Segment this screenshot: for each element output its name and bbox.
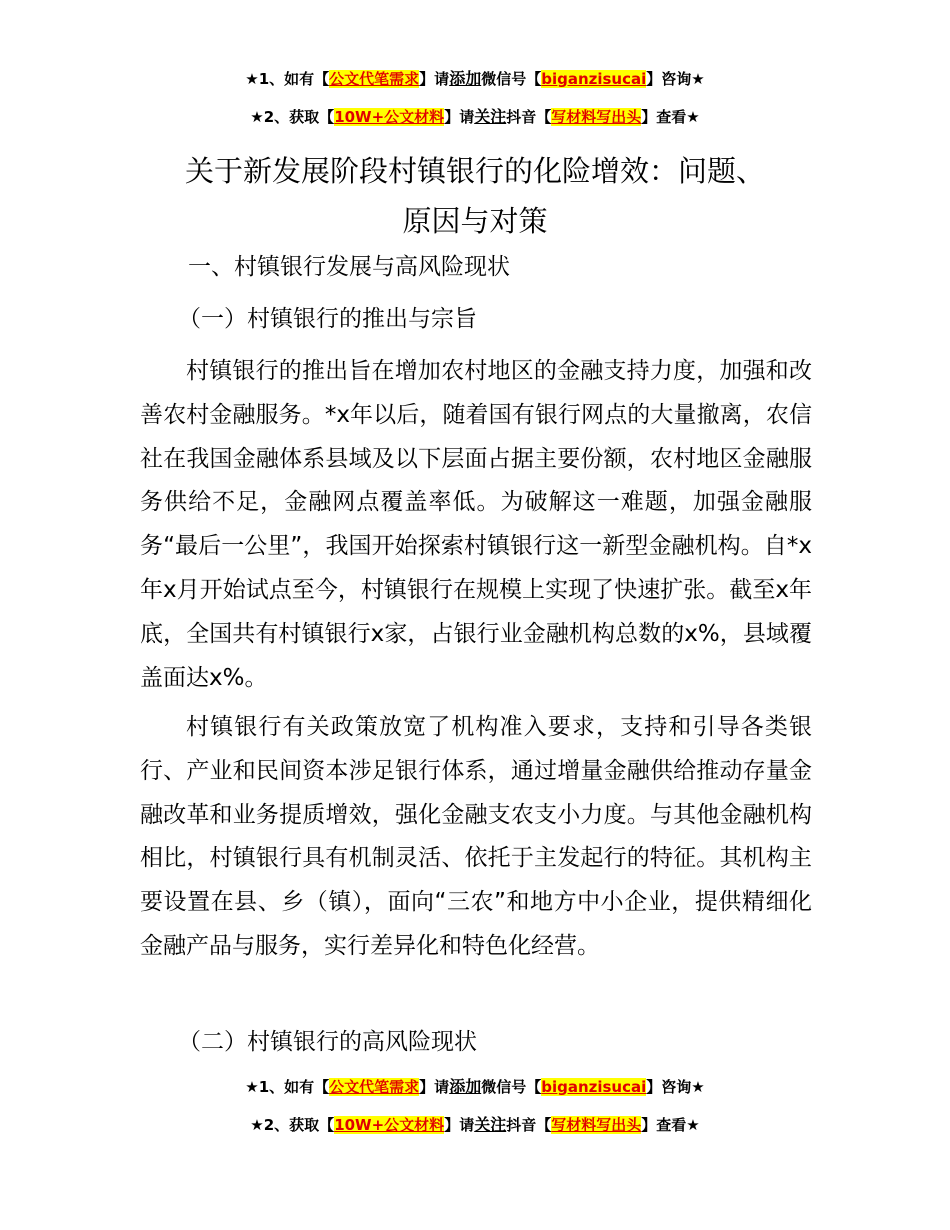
star-icon: ★ bbox=[250, 108, 264, 126]
highlight-materials: 10W+公文材料 bbox=[334, 1116, 445, 1134]
highlight-service: 公文代笔需求 bbox=[329, 1078, 420, 1096]
bottom-banner-line-1: ★1、如有【公文代笔需求】请添加微信号【biganzisucai】咨询★ bbox=[245, 1077, 705, 1096]
document-title bbox=[0, 146, 950, 246]
bottom-banner-line-2: ★2、获取【10W+公文材料】请关注抖音【写材料写出头】查看★ bbox=[250, 1115, 700, 1134]
paragraph-1: 村镇银行的推出旨在增加农村地区的金融支持力度，加强和改善农村金融服务。*x年以后，随着国有银行网点的大量撤离，农信社在我国金融体系县域及以下层面占据主要份额，农村地区金融服务供给不足，金融网点覆盖率低。为破解这一难题，加强金融服务“最后一公里”，我国开始探索村镇银行这一新型金融机构。自*x年x月开始试点至今，村镇银行在规模上实现了快速扩张。截至x年底，全国共有村镇银行x家，占银行业金融机构总数的x%，县域覆盖面达x%。 bbox=[140, 358, 812, 691]
highlight-wechat-id: biganzisucai bbox=[541, 1078, 647, 1096]
section-heading-1: 一、村镇银行发展与高风险现状 bbox=[188, 254, 510, 280]
paragraph-2: 村镇银行有关政策放宽了机构准入要求，支持和引导各类银行、产业和民间资本涉足银行体系，通过增量金融供给推动存量金融改革和业务提质增效，强化金融支农支小力度。与其他金融机构相比，村镇银行具有机制灵活、依托于主发起行的特征。其机构主要设置在县、乡（镇），面向“三农”和地方中小企业，提供精细化金融产品与服务，实行差异化和特色化经营。 bbox=[140, 714, 812, 959]
highlight-materials: 10W+公文材料 bbox=[334, 108, 445, 126]
highlight-service: 公文代笔需求 bbox=[329, 70, 420, 88]
subsection-heading-2: （二）村镇银行的高风险现状 bbox=[178, 1029, 477, 1055]
highlight-douyin: 写材料写出头 bbox=[551, 108, 642, 126]
title-line-1: 关于新发展阶段村镇银行的化险增效：问题、 bbox=[184, 154, 765, 188]
highlight-douyin: 写材料写出头 bbox=[551, 1116, 642, 1134]
highlight-wechat-id: biganzisucai bbox=[541, 70, 647, 88]
star-icon: ★ bbox=[245, 1078, 259, 1096]
top-banner-line-2: ★2、获取【10W+公文材料】请关注抖音【写材料写出头】查看★ bbox=[250, 107, 700, 126]
star-icon: ★ bbox=[250, 1116, 264, 1134]
star-icon: ★ bbox=[245, 70, 259, 88]
title-line-2: 原因与对策 bbox=[402, 204, 548, 238]
top-banner-line-1: ★1、如有【公文代笔需求】请添加微信号【biganzisucai】咨询★ bbox=[245, 69, 705, 88]
subsection-heading-1: （一）村镇银行的推出与宗旨 bbox=[178, 306, 477, 332]
